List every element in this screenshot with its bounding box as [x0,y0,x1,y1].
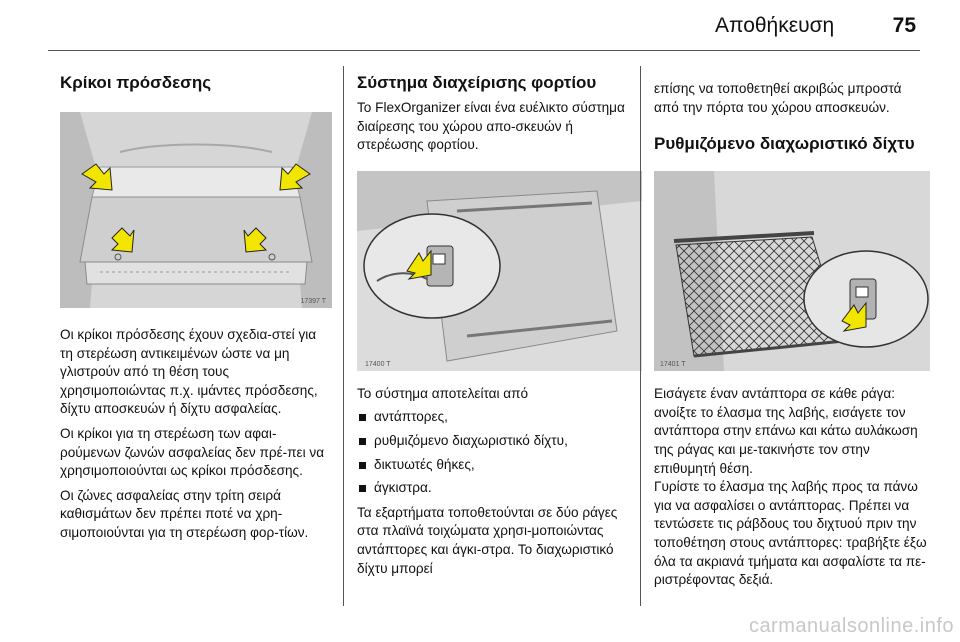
figure-code: 17397 T [300,298,326,305]
column-2 [357,72,642,578]
bullet-icon [359,438,366,445]
heading-adjustable-net: Ρυθμιζόμενο διαχωριστικό δίχτυ [654,134,915,154]
figure-code: 17401 T [660,361,686,369]
list-item [357,479,642,498]
trunk-illustration [60,112,332,308]
continued-paragraph: επίσης να τοποθετηθεί ακριβώς μπροστά από την πόρτα του χώρου αποσκευών. [654,81,902,115]
paragraph: Εισάγετε έναν αντάπτορα σε κάθε ράγα: ανοίξτε το έλασμα της λαβής, εισάγετε τον αντάπτορα στην επάνω και κάτω αυλάκωση της ράγας και με-τακινήστε τον στην επιθυμητή θέση. [654,386,918,476]
figure-divider-net [654,171,930,371]
column-divider [343,66,344,606]
outro-paragraph: Τα εξαρτήματα τοποθετούνται σε δύο ράγες στα πλαϊνά τοιχώματα χρησι-μοποιώντας αντάπτορες και άγκι-στρα. Το διαχωριστικό δίχτυ μπορεί [357,504,618,576]
figure-code: 17400 T [365,360,391,368]
bullet-icon [359,485,366,492]
figure-tie-down-rings [60,112,332,308]
intro-paragraph: Το FlexOrganizer είναι ένα ευέλικτο σύστημα διαίρεσης του χώρου απο-σκευών ή στερέωσης φορτίου. [357,100,625,153]
list-intro: Το σύστημα αποτελείται από [357,385,529,401]
list-item [357,408,642,427]
flexorganizer-illustration [357,171,642,371]
paragraph: Γυρίστε το έλασμα της λαβής προς τα πάνω για να ασφαλίσει ο αντάπτορας. Πρέπει να τεντώσετε τις ράβδους του διχτυού πριν την τοποθέτηση στους αντάπτορες: τραβήξτε έξω όλα τα ακριανά τμήματα και ασφαλίστε τα πε-ριστρέφοντας δεξιά. [654,479,927,588]
header-rule [48,50,920,51]
col3-text [654,385,930,590]
bullet-icon [359,414,366,421]
paragraph: Οι κρίκοι για τη στερέωση των αφαι-ρούμενων ζωνών ασφαλείας δεν πρέ-πει να χρησιμοποιούνται ως κρίκοι πρόσδεσης. [60,425,325,479]
heading-load-management: Σύστημα διαχείρισης φορτίου [357,73,597,92]
watermark: carmanualsonline.info [748,615,954,637]
paragraph: Οι κρίκοι πρόσδεσης έχουν σχεδια-στεί για τη στερέωση αντικειμένων ώστε να μη γλιστρούν από τη θέση τους χρησιμοποιώντας π.χ. ιμάντες πρόσδεσης, δίχτυ αποσκευών ή δίχτυ ασφαλείας. [60,327,318,417]
page-number: 75 [892,14,916,37]
page-header [0,0,960,52]
list-item-text: δικτυωτές θήκες, [374,456,475,472]
column-divider [640,66,641,606]
list-item-text: άγκιστρα. [374,480,432,496]
list-item-text: αντάπτορες, [374,409,448,425]
figure-flexorganizer [357,171,642,371]
list-item-text: ρυθμιζόμενο διαχωριστικό δίχτυ, [374,432,568,448]
list-item [357,432,642,451]
section-title: Αποθήκευση [715,14,835,37]
bullet-icon [359,462,366,469]
divider-net-illustration [654,171,930,371]
paragraph: Οι ζώνες ασφαλείας στην τρίτη σειρά καθισμάτων δεν πρέπει ποτέ να χρη-σιμοποιούνται για τη στερέωση φορ-τίων. [60,487,309,540]
component-list [357,408,642,497]
list-item [357,456,642,475]
column-1 [60,72,332,543]
column-3 [654,80,930,590]
col1-text [60,326,332,543]
heading-tie-down-rings: Κρίκοι πρόσδεσης [60,73,212,92]
